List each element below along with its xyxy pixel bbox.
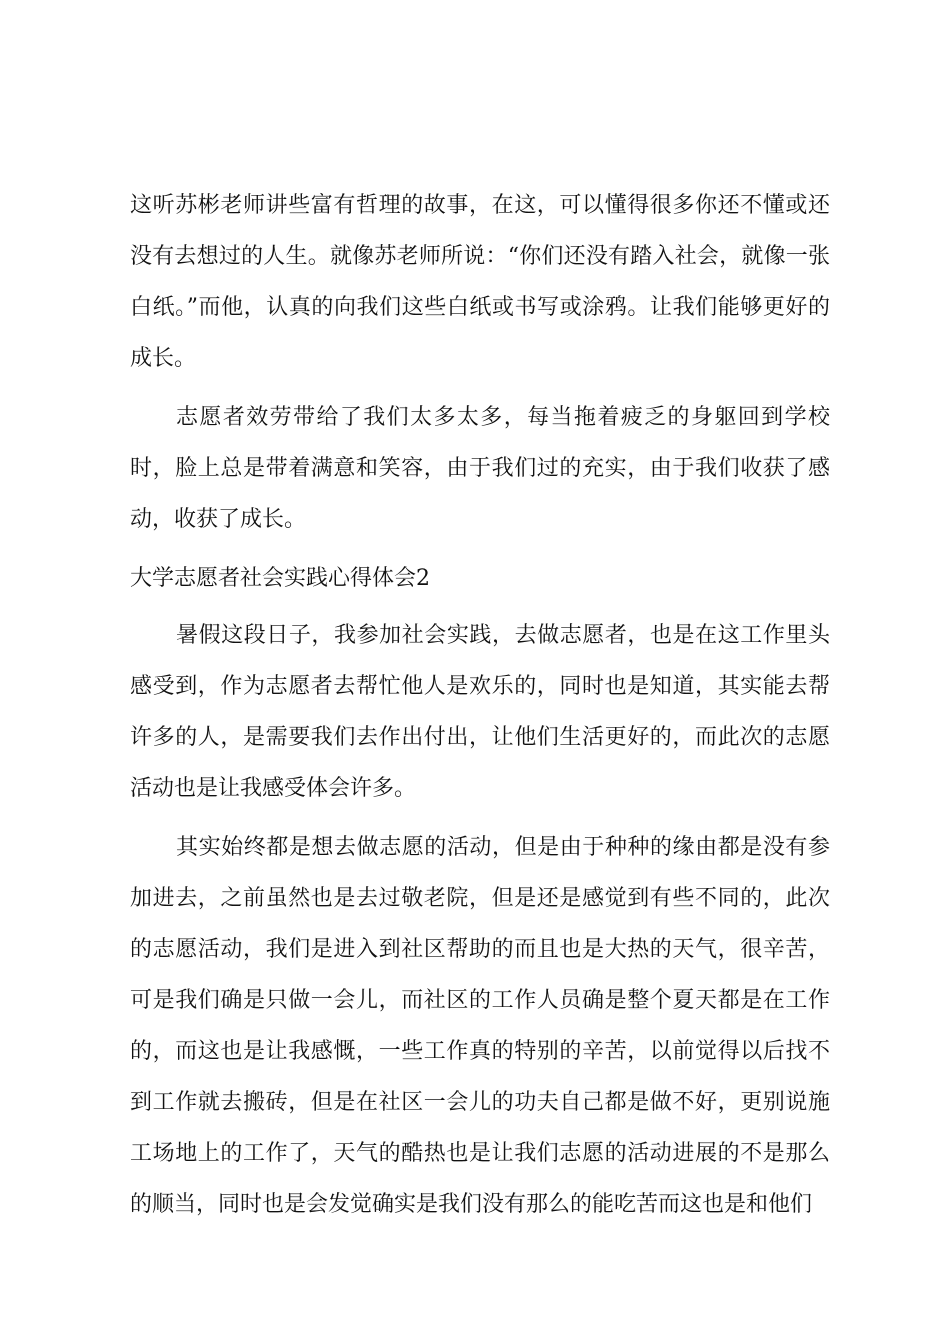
paragraph-continuation: 这听苏彬老师讲些富有哲理的故事，在这，可以懂得很多你还不懂或还没有去想过的人生。就像苏老师所说：“你们还没有踏入社会，就像一张白纸。”而他，认真的向我们这些白纸或书写或涂鸦。让我们能够更好的成长。 [130,193,830,371]
document-body [130,180,830,1238]
paragraph-community-work: 其实始终都是想去做志愿的活动，但是由于种种的缘由都是没有参加进去，之前虽然也是去过敬老院，但是还是感觉到有些不同的，此次的志愿活动，我们是进入到社区帮助的而且也是大热的天气，很辛苦，可是我们确是只做一会儿，而社区的工作人员确是整个夏天都是在工作的，而这也是让我感慨，一些工作真的特别的辛苦，以前觉得以后找不到工作就去搬砖，但是在社区一会儿的功夫自己都是做不好，更别说施工场地上的工作了，天气的酷热也是让我们志愿的活动进展的不是那么的顺当，同时也是会发觉确实是我们没有那么的能吃苦而这也是和他们 [130,835,830,1217]
paragraph-summer-practice: 暑假这段日子，我参加社会实践，去做志愿者，也是在这工作里头感受到，作为志愿者去帮忙他人是欢乐的，同时也是知道，其实能去帮许多的人，是需要我们去作出付出，让他们生活更好的，而此次的志愿活动也是让我感受体会许多。 [130,623,830,801]
paragraph-volunteer-service: 志愿者效劳带给了我们太多太多，每当拖着疲乏的身躯回到学校时，脸上总是带着满意和笑容，由于我们过的充实，由于我们收获了感动，收获了成长。 [130,405,830,532]
section-heading: 大学志愿者社会实践心得体会2 [130,566,430,591]
